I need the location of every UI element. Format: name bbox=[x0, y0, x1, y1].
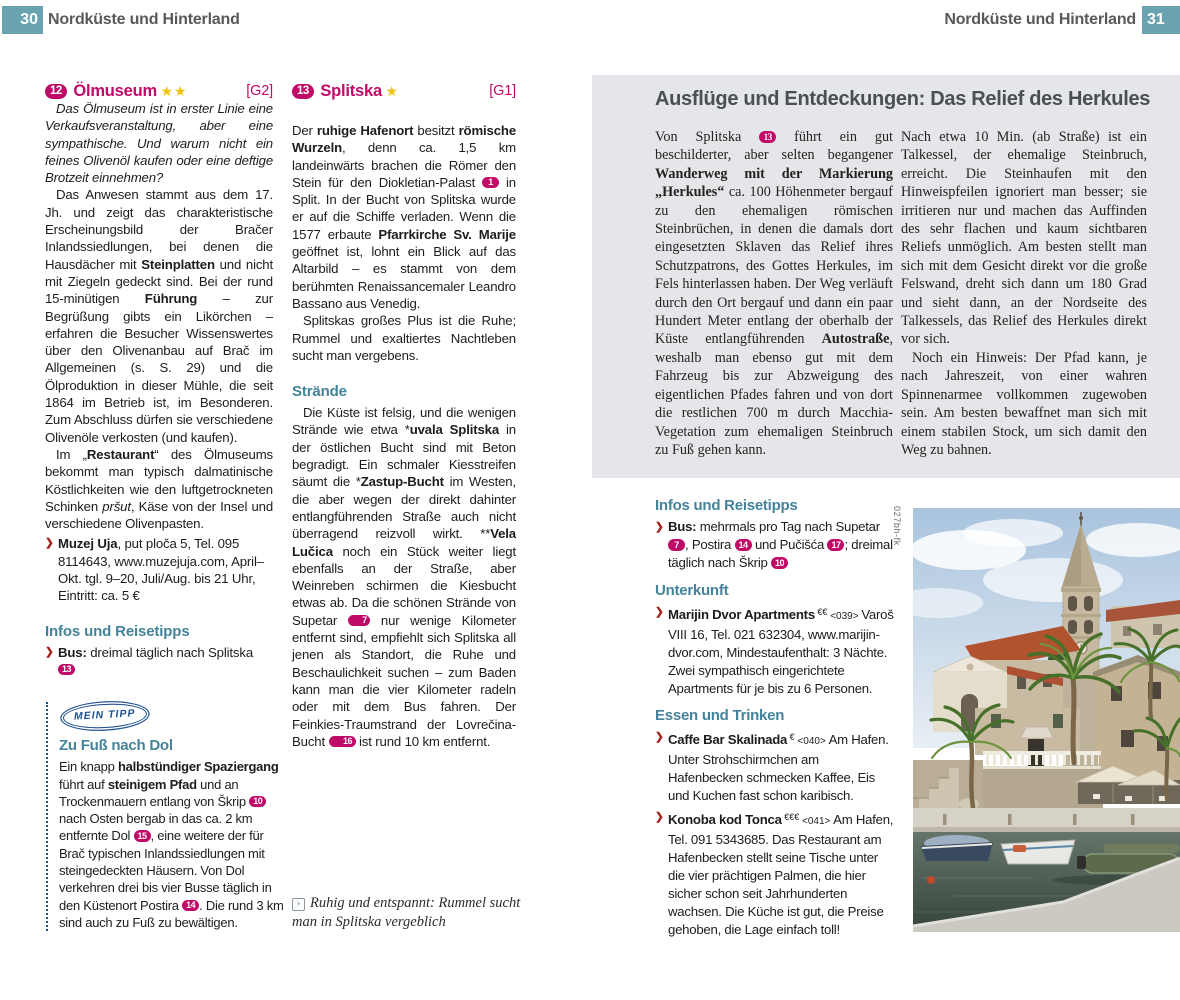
page-number-left: 30 bbox=[2, 6, 43, 34]
inline-number-badge: 10 bbox=[249, 796, 266, 808]
chevron-bullet-icon: ❯ bbox=[655, 521, 664, 533]
info-entry-bus bbox=[655, 518, 897, 572]
info-entry-bus bbox=[45, 644, 273, 679]
middle-column bbox=[292, 82, 516, 750]
excursion-column-2 bbox=[901, 128, 1147, 459]
tip-heading: Zu Fuß nach Dol bbox=[59, 737, 173, 755]
poi-title: Splitska bbox=[320, 82, 382, 100]
info-entry-konoba-kod-tonca bbox=[655, 808, 897, 939]
tip-body: Ein knapp halbstündiger Spaziergang führt auf steinigem Pfad und an Trockenmauern entlang von Škrip 10 nach Osten bergab in das ca. 2 km entfernte Dol 15 , eine weitere der für Brač typischen Inlandssiedlungen mit steingedeckten Häusern. Von Dol verkehren drei bis vier Busse täglich in den Küstenort Postira 14 . Die rund 3 km sind auch zu Fuß zu bewältigen. bbox=[59, 759, 284, 930]
excursion-paragraph: Von Splitska 13 führt ein gut beschilderter, aber selten begangener Wanderweg mit der Markierung „Herkules“ ca. 100 Höhenmeter bergauf zu den ehemaligen römischen Steinbrüchen, in denen die damals dort eingesetzten Sklaven das Relief ihres Schutzpatrons, des Gottes Herkules, im Fels hinterlassen haben. Der Weg verläuft durch den Ort bergauf und dann ein paar Hundert Meter entlang der oberhalb der Küste entlangführenden Autostraße, weshalb man ebenso gut mit dem Fahrzeug bis zur Abzweigung des eigentlichen Pfades fahren und von dort die restlichen 700 m durch Macchia-Vegetation zum ehemaligen Steinbruch zu Fuß gehen kann. bbox=[655, 129, 894, 458]
excursion-column-1 bbox=[655, 128, 893, 459]
right-info-column bbox=[655, 497, 897, 939]
inline-number-badge: 13 bbox=[58, 664, 75, 676]
body-paragraph: Der ruhige Hafenort besitzt römische Wurzeln, denn ca. 1,5 km landeinwärts brachen die Römer den Stein für den Diokletian-Palast 1 in Split. In der Bucht von Splitska wurde er auf die Schiffe verladen. Wenn die 1577 erbaute Pfarrkirche Sv. Marije geöffnet ist, lohnt ein Blick auf das Altarbild – es stammt von dem berühmten Renaissancemaler Leandro Bassano aus Venedig. bbox=[292, 123, 516, 311]
inline-number-badge: 14 bbox=[182, 900, 199, 912]
chevron-bullet-icon: ❯ bbox=[45, 645, 54, 658]
chevron-bullet-icon: ❯ bbox=[655, 811, 664, 823]
inline-number-badge: 15 bbox=[134, 830, 151, 842]
inline-number-badge: 10 bbox=[771, 557, 788, 569]
entry-text: Bus: mehrmals pro Tag nach Supetar 7 , Postira 14 und Pučišća 17 ; dreimal täglich nach Škrip 10 bbox=[668, 519, 893, 570]
entry-text: Muzej Uja, put ploča 5, Tel. 095 8114643, www.muzejuja.com, April–Okt. tgl. 9–20, Juli/Aug. bis 21 Uhr, Eintritt: ca. 5 € bbox=[58, 536, 264, 604]
entry-text: Caffe Bar Skalinada € <040> Am Hafen. Unter Strohschirmchen am Hafenbecken schmecken Kaffee, Eis und Kuchen fast schon karibisch. bbox=[668, 732, 889, 803]
body-paragraph: Im „Restaurant“ des Ölmuseums bekommt man typisch dalmatinische Köstlichkeiten wie den luftgetrockneten Schinken pršut, Käse von der Insel und verschiedene Olivenpasten. bbox=[45, 446, 273, 532]
caption-text: Ruhig und entspannt: Rummel sucht man in Splitska vergeblich bbox=[292, 895, 521, 930]
left-column bbox=[45, 82, 273, 678]
inline-number-badge: 7 bbox=[668, 539, 685, 551]
poi-title: Ölmuseum bbox=[73, 82, 157, 100]
rating-stars-icon: ★ bbox=[385, 83, 400, 99]
map-grid-ref: [G1] bbox=[489, 83, 516, 99]
map-grid-ref: [G2] bbox=[246, 83, 273, 99]
photo-caption bbox=[292, 894, 524, 932]
inline-number-badge: 14 bbox=[735, 539, 752, 551]
info-entry-caffe-bar-skalinada bbox=[655, 728, 897, 805]
photo-credit: 027bh-fk bbox=[892, 506, 902, 546]
poi-heading-splitska bbox=[292, 82, 516, 100]
running-header-right: Nordküste und Hinterland bbox=[944, 11, 1136, 28]
body-paragraph: Die Küste ist felsig, und die wenigen Strände wie etwa *uvala Splitska in der östlichen Bucht sind mit Beton begradigt. Ein schmaler Kiesstreifen säumt die *Zastup-Bucht im Westen, die aber wegen der direkt dahinter entlangführenden Straße auch nicht überragend reizvoll wirkt. **Vela Lučica noch ein Stück weiter liegt ebenfalls an der Straße, aber Weinreben schirmen die Kiesbucht etwas ab. Da die schönen Strände von Supetar 7 nur wenige Kilometer entfernt sind, empfiehlt sich Splitska all jenen als Standort, die Ruhe und Beschaulichkeit suchen – zum Baden kann man die vier Kilometer radeln oder mit dem Bus fahren. Der Feinkies-Traumstrand der Lovrečina-Bucht 16 ist rund 10 km entfernt. bbox=[292, 405, 516, 749]
info-entry-marijin-dvor bbox=[655, 603, 897, 698]
info-entry-muzej-uja bbox=[45, 535, 273, 604]
intro-paragraph: Das Ölmuseum ist in erster Linie eine Verkaufsveranstaltung, aber eine sympathische. Und warum nicht ein feines Olivenöl kaufen oder eine deftige Brotzeit einnehmen? bbox=[45, 101, 273, 186]
caption-marker-icon: › bbox=[292, 898, 305, 911]
inline-number-badge: 7 bbox=[348, 615, 371, 627]
page-number-right: 31 bbox=[1142, 6, 1180, 34]
section-heading-straende: Strände bbox=[292, 383, 347, 401]
poi-number-badge: 12 bbox=[45, 84, 67, 99]
mein-tipp-box bbox=[46, 702, 285, 931]
chevron-bullet-icon: ❯ bbox=[655, 606, 664, 618]
section-heading-infos: Infos und Reisetipps bbox=[45, 622, 190, 640]
mein-tipp-badge: MEIN TIPP bbox=[62, 702, 147, 731]
body-paragraph: Splitskas großes Plus ist die Ruhe; Rummel und exaltiertes Nachtleben sucht man vergebens. bbox=[292, 313, 516, 363]
body-paragraph: Das Anwesen stammt aus dem 17. Jh. und zeigt das charakteristische Erscheinungsbild der Bračer Inlandssiedlungen, bei denen die Hausdächer mit Steinplatten und nicht mit Ziegeln gedeckt sind. Bei der rund 15-minütigen Führung – zur Begrüßung gibts ein Likörchen – erfahren die Besucher Wissenswertes über den Olivenanbau auf Brač im Allgemeinen (s. S. 29) und die Ölproduktion in dieser Mühle, die seit 1864 im Betrieb ist, im Besonderen. Zum Abschluss dürfen sie verschiedene Olivenöle verkosten (und kaufen). bbox=[45, 187, 273, 445]
entry-text: Konoba kod Tonca €€€ <041> Am Hafen, Tel. 091 5343685. Das Restaurant am Hafenbecken stellt seine Tische unter die vier prächtigen Palmen, die hier sicher schon seit Jahrhunderten wachsen. Die Küche ist gut, die Preise gehoben, die Lage einfach toll! bbox=[668, 812, 894, 937]
inline-number-badge: 17 bbox=[827, 539, 844, 551]
section-heading-essen: Essen und Trinken bbox=[655, 707, 785, 724]
chevron-bullet-icon: ❯ bbox=[655, 731, 664, 743]
excursion-box bbox=[592, 75, 1180, 478]
section-heading-infos: Infos und Reisetipps bbox=[655, 497, 798, 514]
section-heading-unterkunft: Unterkunft bbox=[655, 582, 729, 599]
entry-text: Bus: dreimal täglich nach Splitska 13 bbox=[58, 644, 254, 675]
entry-text: Marijin Dvor Apartments €€ <039> Varoš VIII 16, Tel. 021 632304, www.marijin-dvor.com, Mindestaufenthalt: 3 Nächte. Zwei sympathisch eingerichtete Apartments für je bis zu 6 Personen. bbox=[668, 607, 894, 696]
excursion-paragraph: Nach etwa 10 Min. (ab Straße) ist ein Talkessel, der ehemalige Steinbruch, erreicht. Die Steinhaufen mit den Hinweispfeilen ignoriert man besser; sie irritieren nur und machen das Auffinden des sehr flachen und kaum sichtbaren Reliefs unmöglich. Am besten stellt man sich mit dem Gesicht direkt vor die große Felswand, dreht sich dann um 180 Grad und sieht dann, an der Nordseite des Talkessels, das Relief des Herkules direkt vor sich. bbox=[901, 129, 1147, 348]
rating-stars-icon: ★★ bbox=[160, 83, 188, 99]
inline-number-badge: 16 bbox=[329, 736, 356, 748]
inline-number-badge: 1 bbox=[482, 177, 499, 189]
harbor-scene-illustration bbox=[913, 508, 1180, 932]
running-header-left: Nordküste und Hinterland bbox=[48, 11, 240, 28]
poi-number-badge: 13 bbox=[292, 84, 314, 99]
excursion-paragraph: Noch ein Hinweis: Der Pfad kann, je nach Jahreszeit, von einer wahren Spinnenarmee vollkommen zugewoben sein. Am besten bewaffnet man sich mit einem stabilen Stock, um sich damit den Weg zu bahnen. bbox=[901, 349, 1147, 458]
poi-heading-oelmuseum bbox=[45, 82, 273, 100]
chevron-bullet-icon: ❯ bbox=[45, 537, 54, 550]
excursion-title: Ausflüge und Entdeckungen: Das Relief des Herkules bbox=[655, 88, 1151, 110]
splitska-harbor-photo bbox=[913, 508, 1180, 932]
inline-number-badge: 13 bbox=[759, 131, 776, 143]
